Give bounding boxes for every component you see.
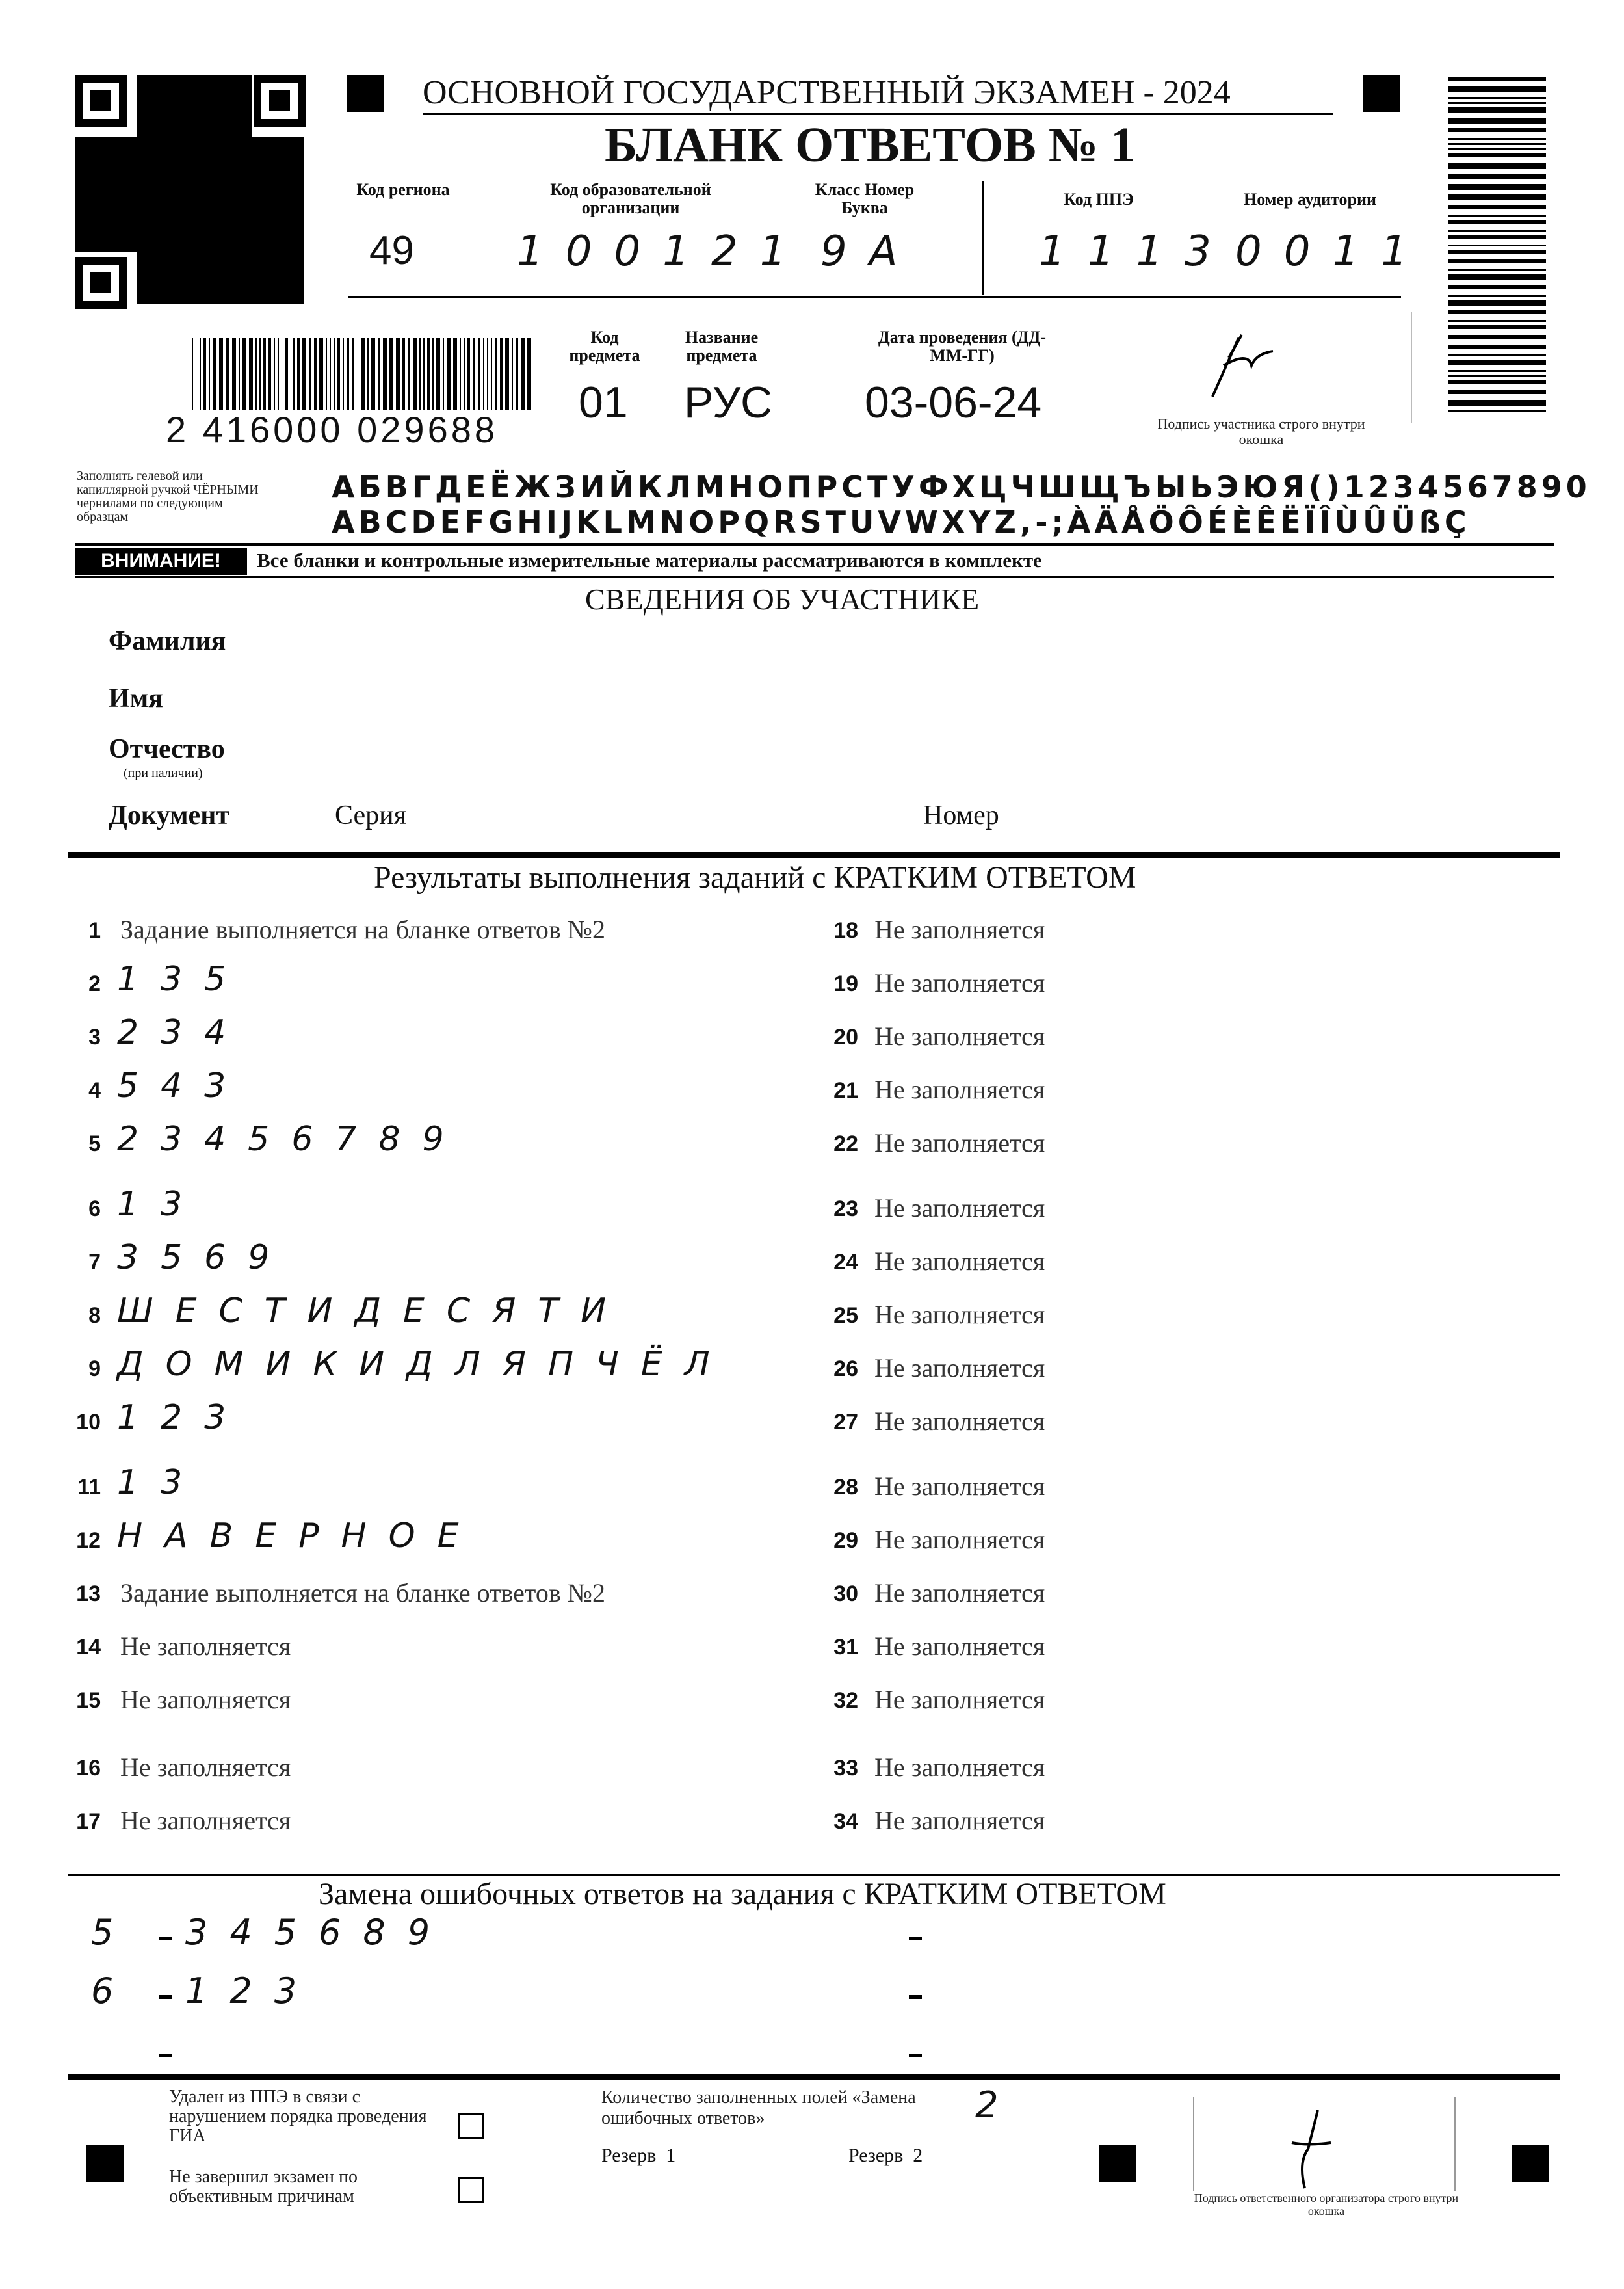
fill-instruction: Заполнять гелевой или капиллярной ручкой ЧЁРНЫМИ чернилами по следующим образцам: [77, 469, 259, 524]
task-number: 9: [88, 1356, 101, 1381]
task-answer: Не заполняется: [874, 1128, 1045, 1158]
task-number: 4: [88, 1078, 101, 1103]
task-answer: Задание выполняется на бланке ответов №2: [120, 915, 605, 944]
task-number: 18: [833, 918, 858, 943]
task-answer: Не заполняется: [874, 1247, 1045, 1276]
task-number: 21: [833, 1078, 858, 1103]
anchor-square-bottom-mid: [1099, 2145, 1136, 2182]
footer-top-line: [68, 2074, 1560, 2080]
task-number: 29: [833, 1528, 858, 1553]
ppe-value: 1113: [1039, 228, 1233, 276]
replacement-section-title: Замена ошибочных ответов на задания с КРАТКИМ ОТВЕТОМ: [319, 1877, 1166, 1911]
task-answer: 13: [117, 1463, 205, 1502]
task-answer: Не заполняется: [874, 1632, 1045, 1661]
task-number: 26: [833, 1356, 858, 1381]
number-label: Номер: [923, 800, 999, 830]
replacements-count-value: 2: [975, 2084, 1021, 2126]
task-answer: ШЕСТИДЕСЯТИ: [117, 1291, 629, 1330]
anchor-square-top-left: [347, 75, 384, 112]
task-answer: 234: [117, 1013, 248, 1052]
replacement-answer: 345689: [185, 1912, 452, 1953]
class-value: 9A: [820, 228, 920, 276]
auditorium-label: Номер аудитории: [1244, 190, 1376, 209]
task-number: 7: [88, 1250, 101, 1275]
task-answer: НАВЕРНОЕ: [117, 1516, 481, 1555]
task-answer: Не заполняется: [874, 1472, 1045, 1501]
subject-code-value: 01: [579, 378, 628, 427]
not-finished-checkbox[interactable]: [458, 2177, 484, 2203]
task-answer: Не заполняется: [874, 1193, 1045, 1223]
task-number: 17: [76, 1809, 101, 1834]
participant-signature-box[interactable]: [1151, 312, 1412, 423]
task-number: 34: [833, 1809, 858, 1834]
task-number: 31: [833, 1635, 858, 1660]
row1-underline: [348, 296, 1401, 298]
replacement-dash: [909, 1937, 922, 1940]
not-finished-label: Не завершил экзамен по объективным причинам: [169, 2167, 358, 2206]
replacements-count-label: Количество заполненных полей «Замена ошибочных ответов»: [601, 2087, 916, 2128]
task-answer: Не заполняется: [874, 915, 1045, 944]
task-answer: Не заполняется: [120, 1753, 291, 1782]
attention-text: Все бланки и контрольные измерительные материалы рассматриваются в комплекте: [257, 549, 1042, 572]
participant-bottom-line: [68, 852, 1560, 858]
task-number: 15: [76, 1688, 101, 1713]
organizer-caption: Подпись ответственного организатора строго внутри окошка: [1194, 2191, 1459, 2217]
task-number: 13: [76, 1581, 101, 1606]
task-answer: Не заполняется: [874, 1353, 1045, 1383]
task-number: 6: [88, 1197, 101, 1221]
task-number: 2: [88, 972, 101, 996]
organizer-signature-box[interactable]: [1193, 2097, 1456, 2191]
signature-caption: Подпись участника строго внутри окошка: [1157, 416, 1365, 447]
replacement-dash: [909, 1995, 922, 1999]
task-answer: Не заполняется: [874, 1578, 1045, 1608]
surname-label: Фамилия: [109, 626, 226, 656]
task-answer: Не заполняется: [874, 1075, 1045, 1104]
region-value: 49: [369, 228, 414, 273]
barcode-number: 2 416000 029688: [166, 409, 498, 450]
task-number: 33: [833, 1756, 858, 1780]
qr-code: [75, 75, 306, 309]
removed-label: Удален из ППЭ в связи с нарушением порядка проведения ГИА: [169, 2087, 427, 2146]
anchor-square-bottom-right: [1512, 2145, 1549, 2182]
subject-name-label: Название предмета: [685, 328, 759, 365]
class-label: Класс Номер Буква: [815, 180, 915, 217]
anchor-square-top-right: [1363, 75, 1400, 112]
task-number: 10: [76, 1410, 101, 1435]
task-number: 1: [88, 918, 101, 943]
org-label: Код образовательной организации: [550, 180, 711, 217]
task-number: 32: [833, 1688, 858, 1713]
document-label: Документ: [109, 800, 230, 830]
form-title: БЛАНК ОТВЕТОВ № 1: [605, 118, 1136, 172]
replacement-dash: [909, 2054, 922, 2057]
sample-cyrillic: АБВГДЕЁЖЗИЙКЛМНОПРСТУФХЦЧШЩЪЫЬЭЮЯ()1234567890: [332, 470, 1591, 505]
reserve-2: Резерв 2: [848, 2145, 923, 2166]
task-number: 12: [76, 1528, 101, 1553]
task-number: 25: [833, 1303, 858, 1328]
attention-badge: ВНИМАНИЕ!: [75, 548, 247, 575]
replacement-task: 5: [91, 1912, 136, 1953]
task-answer: Не заполняется: [874, 1753, 1045, 1782]
task-answer: 135: [117, 960, 248, 999]
task-answer: Не заполняется: [874, 1022, 1045, 1051]
auditorium-value: 0011: [1235, 228, 1430, 276]
task-answer: Не заполняется: [874, 1300, 1045, 1329]
attention-top-line: [75, 543, 1554, 546]
task-number: 14: [76, 1635, 101, 1660]
results-section-title: Результаты выполнения заданий с КРАТКИМ ОТВЕТОМ: [374, 860, 1136, 895]
task-answer: Не заполняется: [874, 968, 1045, 998]
task-answer: Не заполняется: [120, 1685, 291, 1714]
participant-section-title: СВЕДЕНИЯ ОБ УЧАСТНИКЕ: [585, 583, 980, 616]
task-answer: Не заполняется: [120, 1806, 291, 1835]
task-answer: 123: [117, 1398, 248, 1437]
replacement-answer: 123: [185, 1970, 319, 2011]
task-number: 16: [76, 1756, 101, 1780]
task-number: 28: [833, 1475, 858, 1500]
task-answer: ДОМИКИДЛЯПЧЁЛ: [117, 1345, 732, 1384]
task-answer: 23456789: [117, 1120, 466, 1159]
task-number: 23: [833, 1197, 858, 1221]
task-number: 22: [833, 1131, 858, 1156]
task-answer: Не заполняется: [874, 1806, 1045, 1835]
subject-name-value: РУС: [684, 378, 773, 427]
task-number: 24: [833, 1250, 858, 1275]
row1-divider: [982, 181, 984, 295]
sample-latin: ABCDEFGHIJKLMNOPQRSTUVWXYZ,-;ÀÄÅÖÔÉÈÊËÏÎÙÛÜßÇ: [332, 505, 1471, 540]
removed-checkbox[interactable]: [458, 2113, 484, 2139]
organizer-signature: [1194, 2097, 1454, 2191]
replacement-dash: [159, 1995, 172, 1999]
org-value: 100121: [517, 228, 809, 276]
attention-bottom-line: [75, 576, 1554, 578]
replacement-dash: [159, 2054, 172, 2057]
participant-signature: [1151, 312, 1411, 423]
task-number: 20: [833, 1025, 858, 1050]
subject-code-label: Код предмета: [569, 328, 640, 365]
exam-title: ОСНОВНОЙ ГОСУДАРСТВЕННЫЙ ЭКЗАМЕН - 2024: [423, 73, 1333, 115]
ppe-label: Код ППЭ: [1064, 190, 1134, 209]
region-label: Код региона: [356, 180, 450, 199]
task-answer: Не заполняется: [120, 1632, 291, 1661]
series-label: Серия: [335, 800, 406, 830]
reserve-1: Резерв 1: [601, 2145, 676, 2166]
replacement-task: 6: [91, 1970, 136, 2011]
task-answer: Не заполняется: [874, 1407, 1045, 1436]
anchor-square-bottom-left: [86, 2145, 124, 2182]
replacement-dash: [159, 1937, 172, 1940]
patronymic-label: Отчество: [109, 734, 225, 764]
date-value: 03-06-24: [865, 378, 1042, 427]
side-barcode: [1448, 77, 1546, 415]
task-number: 30: [833, 1581, 858, 1606]
task-number: 5: [88, 1131, 101, 1156]
task-answer: Не заполняется: [874, 1525, 1045, 1554]
task-answer: 13: [117, 1185, 205, 1224]
task-answer: Задание выполняется на бланке ответов №2: [120, 1578, 605, 1608]
task-number: 19: [833, 972, 858, 996]
date-label: Дата проведения (ДД-ММ-ГГ): [878, 328, 1047, 365]
task-number: 11: [77, 1475, 101, 1500]
task-number: 27: [833, 1410, 858, 1435]
task-answer: 543: [117, 1066, 248, 1105]
task-answer: Не заполняется: [874, 1685, 1045, 1714]
patronymic-note: (при наличии): [124, 766, 203, 780]
task-number: 8: [88, 1303, 101, 1328]
task-answer: 3569: [117, 1238, 292, 1277]
task-number: 3: [88, 1025, 101, 1050]
name-label: Имя: [109, 683, 163, 713]
